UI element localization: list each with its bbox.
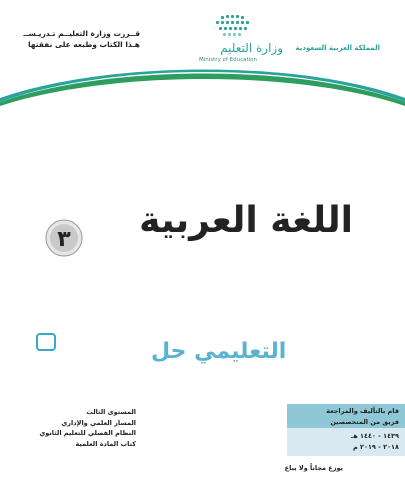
header-swoosh bbox=[0, 60, 405, 120]
specialists-line: فريق من المتخصصين bbox=[330, 418, 399, 426]
book-type: كتاب المادة العلمية bbox=[75, 439, 136, 448]
course-system: النظام الفصلي للتعليم الثانوي bbox=[39, 429, 136, 437]
approval-statement bbox=[22, 28, 140, 50]
kingdom-name: المملكة العربية السعودية bbox=[295, 44, 380, 52]
watermark-logo bbox=[34, 320, 287, 380]
volume-number: ٣ bbox=[57, 227, 71, 252]
course-track: المسار العلمي والإداري bbox=[61, 418, 136, 427]
authorship-line: قام بالتأليف والمراجعة bbox=[326, 407, 399, 415]
ministry-name-english: Ministry of Education bbox=[199, 57, 258, 63]
course-level: المستوى الثالث bbox=[86, 408, 136, 416]
volume-number-badge bbox=[45, 219, 83, 257]
ministry-emblem-icon bbox=[183, 14, 283, 44]
watermark-text: التعليمي حل bbox=[151, 339, 287, 364]
free-distribution-note: يوزع مجاناً ولا يباع bbox=[284, 464, 343, 472]
course-info bbox=[18, 407, 136, 449]
book-title: اللغة العربية bbox=[139, 200, 353, 241]
approval-line-2: هـذا الكتاب وطبعه على نفقتها bbox=[27, 40, 140, 49]
ministry-name-arabic: وزارة التعليم bbox=[220, 41, 283, 55]
gregorian-year: ٢٠١٨ - ٢٠١٩ م bbox=[352, 443, 399, 451]
hijri-year: ١٤٣٩ - ١٤٤٠ هـ bbox=[351, 432, 399, 440]
publication-info-panel bbox=[287, 404, 405, 456]
approval-line-1: قــررت وزارة التعليــم تـدريـســ bbox=[23, 29, 140, 38]
